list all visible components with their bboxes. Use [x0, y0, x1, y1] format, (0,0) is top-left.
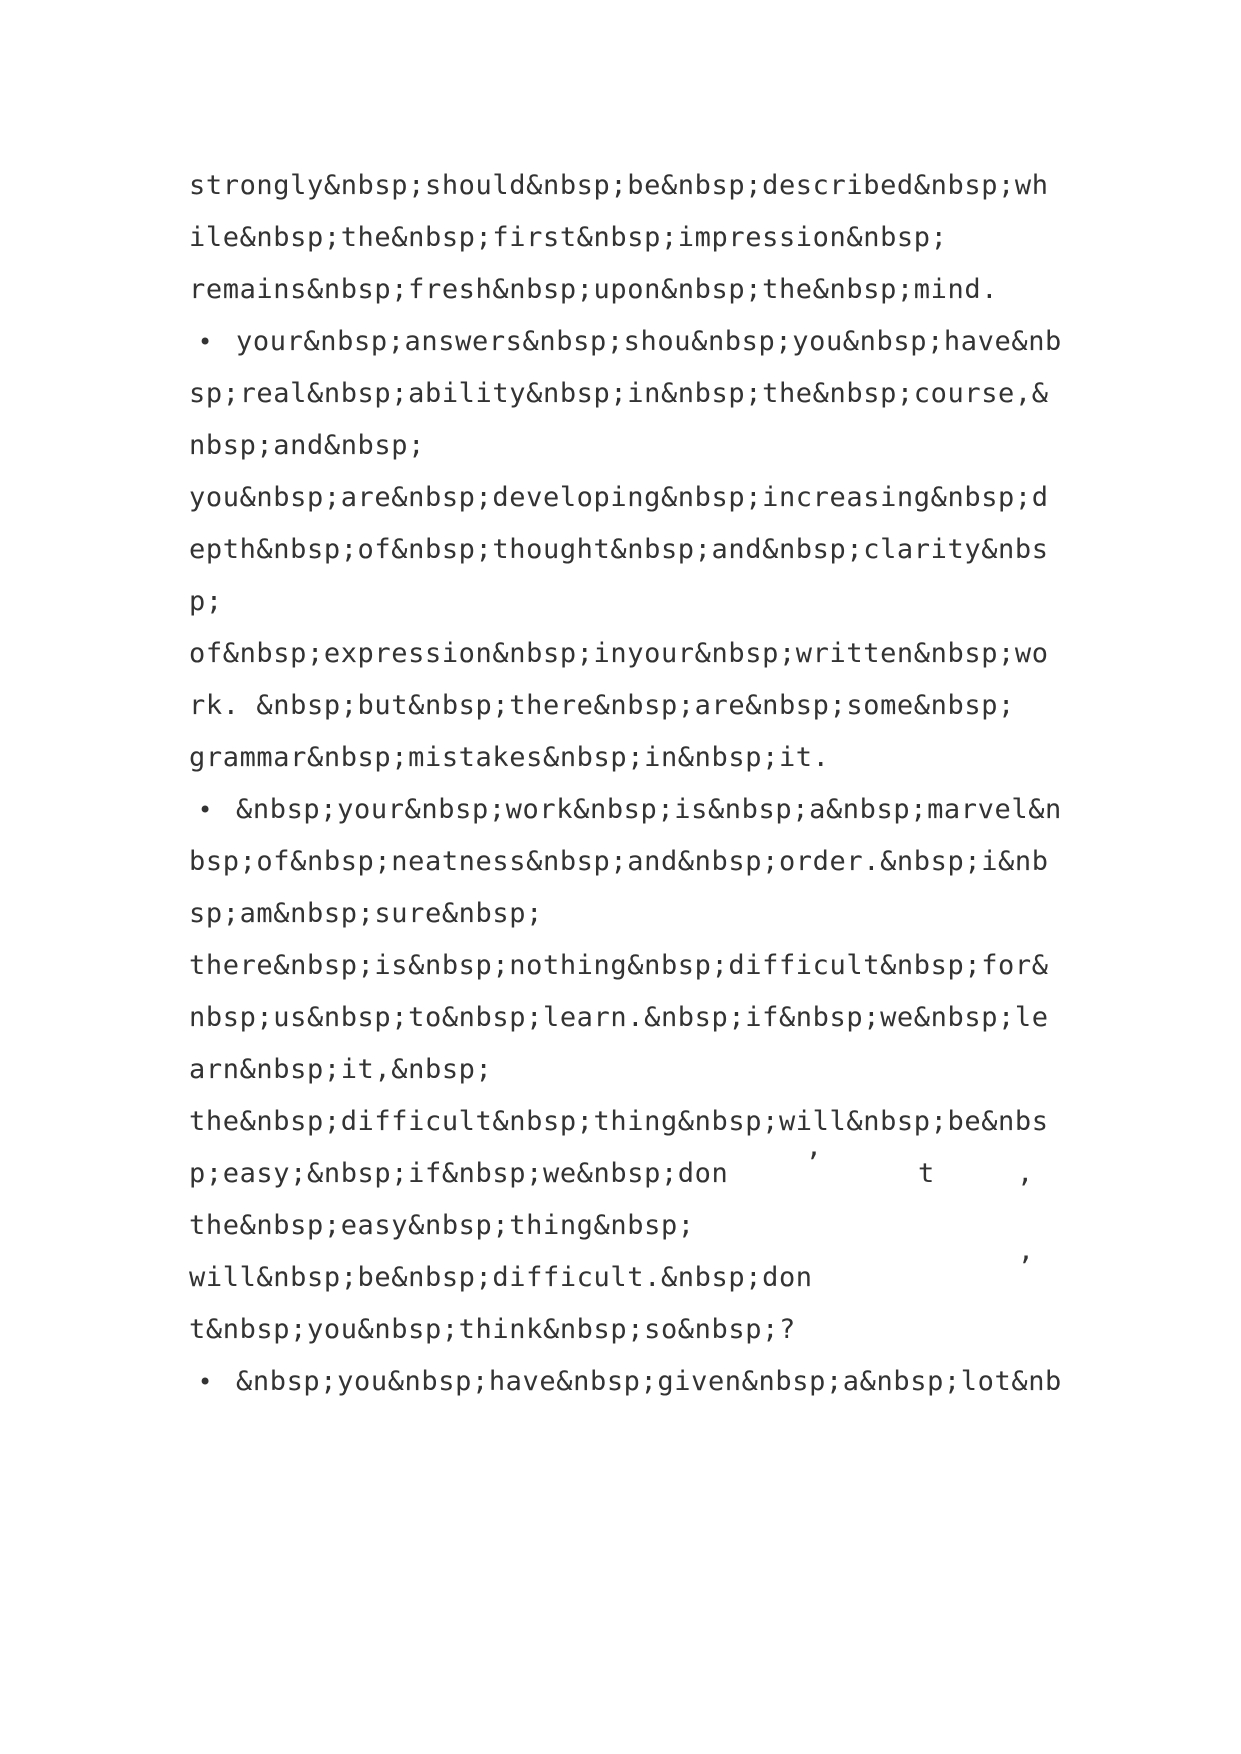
text-line: of&nbsp;expression&nbsp;inyour&nbsp;written&nbsp;wo	[189, 638, 1049, 669]
text-line: strongly&nbsp;should&nbsp;be&nbsp;described&nbsp;wh	[189, 170, 1049, 201]
text-line: ile&nbsp;the&nbsp;first&nbsp;impression&nbsp;	[189, 222, 948, 253]
text-line: &nbsp;you&nbsp;have&nbsp;given&nbsp;a&nbsp;lot&nb	[236, 1366, 1062, 1397]
text-line: epth&nbsp;of&nbsp;thought&nbsp;and&nbsp;clarity&nbs	[189, 534, 1049, 565]
text-line: rk. &nbsp;but&nbsp;there&nbsp;are&nbsp;some&nbsp;	[189, 690, 1015, 721]
bullet-icon: •	[198, 1368, 213, 1396]
text-line: nbsp;us&nbsp;to&nbsp;learn.&nbsp;if&nbsp;we&nbsp;le	[189, 1002, 1049, 1033]
text-line: remains&nbsp;fresh&nbsp;upon&nbsp;the&nbsp;mind.	[189, 274, 999, 305]
text-line: p;	[189, 586, 223, 617]
text-fragment: t	[918, 1158, 935, 1189]
apostrophe-fragment: ’	[1017, 1252, 1034, 1283]
comma-fragment: ,	[1017, 1158, 1034, 1189]
text-line: you&nbsp;are&nbsp;developing&nbsp;increasing&nbsp;d	[189, 482, 1049, 513]
text-line: sp;am&nbsp;sure&nbsp;	[189, 898, 543, 929]
text-line: sp;real&nbsp;ability&nbsp;in&nbsp;the&nbsp;course,&	[189, 378, 1049, 409]
bullet-icon: •	[198, 328, 213, 356]
text-line: grammar&nbsp;mistakes&nbsp;in&nbsp;it.	[189, 742, 830, 773]
text-line: &nbsp;your&nbsp;work&nbsp;is&nbsp;a&nbsp;marvel&n	[236, 794, 1062, 825]
text-line: nbsp;and&nbsp;	[189, 430, 425, 461]
apostrophe-fragment: ’	[805, 1148, 822, 1179]
text-line: bsp;of&nbsp;neatness&nbsp;and&nbsp;order.&nbsp;i&nb	[189, 846, 1049, 877]
text-line: the&nbsp;difficult&nbsp;thing&nbsp;will&nbsp;be&nbs	[189, 1106, 1049, 1137]
text-line: will&nbsp;be&nbsp;difficult.&nbsp;don	[189, 1262, 813, 1293]
text-line: arn&nbsp;it,&nbsp;	[189, 1054, 493, 1085]
text-line: there&nbsp;is&nbsp;nothing&nbsp;difficult&nbsp;for&	[189, 950, 1049, 981]
text-line: your&nbsp;answers&nbsp;shou&nbsp;you&nbsp;have&nb	[236, 326, 1062, 357]
text-line: p;easy;&nbsp;if&nbsp;we&nbsp;don	[189, 1158, 729, 1189]
bullet-icon: •	[198, 796, 213, 824]
text-line: the&nbsp;easy&nbsp;thing&nbsp;	[189, 1210, 695, 1241]
text-line: t&nbsp;you&nbsp;think&nbsp;so&nbsp;?	[189, 1314, 796, 1345]
